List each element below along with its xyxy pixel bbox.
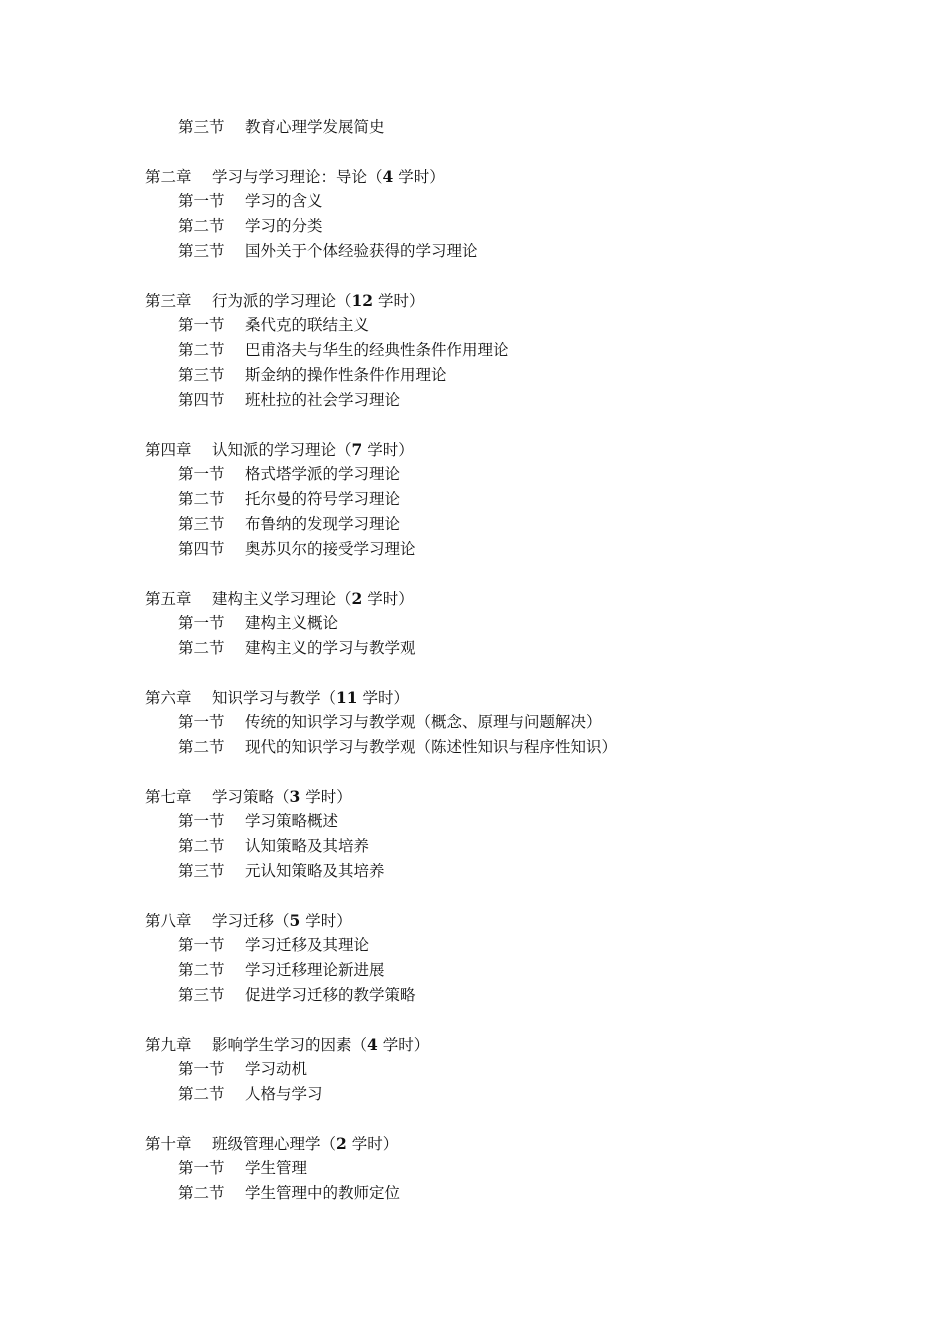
section-title: 建构主义的学习与教学观 xyxy=(245,639,416,657)
chapter-heading xyxy=(145,586,905,611)
section-title: 传统的知识学习与教学观（概念、原理与问题解决） xyxy=(245,713,602,731)
section-line xyxy=(145,809,905,834)
section-title: 学习的含义 xyxy=(245,192,323,210)
section-title: 元认知策略及其培养 xyxy=(245,862,385,880)
section-number: 第二节 xyxy=(178,738,225,756)
chapter-number: 第十章 xyxy=(145,1135,192,1153)
chapter-number: 第九章 xyxy=(145,1036,192,1054)
chapter-title: 知识学习与教学（ xyxy=(212,689,337,707)
chapter-heading xyxy=(145,1131,905,1156)
section-line xyxy=(145,338,905,363)
section-number: 第二节 xyxy=(178,490,225,508)
chapter-hours-unit: 学时） xyxy=(373,292,425,310)
chapter-heading xyxy=(145,908,905,933)
chapter-hours-number: 2 xyxy=(336,1134,347,1153)
chapter-hours-number: 4 xyxy=(367,1035,378,1054)
chapter-heading xyxy=(145,164,905,189)
section-title: 奥苏贝尔的接受学习理论 xyxy=(245,540,416,558)
section-title: 学习迁移理论新进展 xyxy=(245,961,385,979)
section-number: 第一节 xyxy=(178,614,225,632)
section-number: 第四节 xyxy=(178,540,225,558)
chapter-hours-number: 11 xyxy=(336,688,358,707)
chapter-title: 建构主义学习理论（ xyxy=(212,590,352,608)
section-number: 第一节 xyxy=(178,192,225,210)
section-line xyxy=(145,239,905,264)
section-line xyxy=(145,363,905,388)
section-number: 第二节 xyxy=(178,639,225,657)
chapter-number: 第七章 xyxy=(145,788,192,806)
section-number: 第三节 xyxy=(178,242,225,260)
section-title: 现代的知识学习与教学观（陈述性知识与程序性知识） xyxy=(245,738,618,756)
section-number: 第二节 xyxy=(178,837,225,855)
chapter-heading xyxy=(145,288,905,313)
chapter-title: 认知派的学习理论（ xyxy=(212,441,352,459)
section-title: 学习迁移及其理论 xyxy=(245,936,370,954)
section-number: 第一节 xyxy=(178,1060,225,1078)
section-number: 第一节 xyxy=(178,936,225,954)
section-number: 第三节 xyxy=(178,366,225,384)
chapter-title: 班级管理心理学（ xyxy=(212,1135,337,1153)
chapter-number: 第八章 xyxy=(145,912,192,930)
chapter-heading xyxy=(145,437,905,462)
section-line xyxy=(145,1181,905,1206)
section-number: 第二节 xyxy=(178,961,225,979)
chapter-hours-unit: 学时） xyxy=(300,912,352,930)
chapter-hours-number: 12 xyxy=(351,291,374,310)
section-title: 建构主义概论 xyxy=(245,614,339,632)
chapter-hours-number: 3 xyxy=(289,787,301,806)
section-line xyxy=(145,933,905,958)
section-title: 斯金纳的操作性条件作用理论 xyxy=(245,366,447,384)
section-number: 第一节 xyxy=(178,465,225,483)
chapter-hours-unit: 学时） xyxy=(362,590,414,608)
section-line xyxy=(145,834,905,859)
section-number: 第三节 xyxy=(178,118,225,136)
chapter-number: 第三章 xyxy=(145,292,192,310)
section-line xyxy=(145,388,905,413)
section-number: 第三节 xyxy=(178,862,225,880)
section-number: 第二节 xyxy=(178,341,225,359)
chapter-title: 行为派的学习理论（ xyxy=(212,292,352,310)
chapter-title: 学习迁移（ xyxy=(212,912,290,930)
chapter-hours-number: 2 xyxy=(351,589,363,608)
section-title: 认知策略及其培养 xyxy=(245,837,370,855)
chapter-title: 影响学生学习的因素（ xyxy=(212,1036,368,1054)
section-number: 第一节 xyxy=(178,713,225,731)
chapter-number: 第六章 xyxy=(145,689,192,707)
lead-section-line xyxy=(145,115,905,140)
chapter-title: 学习与学习理论：导论（ xyxy=(212,168,383,186)
section-title: 学生管理中的教师定位 xyxy=(245,1184,401,1202)
chapter-hours-number: 5 xyxy=(289,911,301,930)
section-number: 第一节 xyxy=(178,812,225,830)
section-line xyxy=(145,983,905,1008)
chapter-heading xyxy=(145,1032,905,1057)
section-number: 第二节 xyxy=(178,1184,225,1202)
section-line xyxy=(145,462,905,487)
section-line xyxy=(145,487,905,512)
chapter-hours-unit: 学时） xyxy=(377,1036,430,1054)
chapter-hours-number: 7 xyxy=(351,440,363,459)
chapter-hours-unit: 学时） xyxy=(393,168,445,186)
section-number: 第二节 xyxy=(178,1085,225,1103)
section-number: 第三节 xyxy=(178,515,225,533)
section-number: 第二节 xyxy=(178,217,225,235)
section-title: 布鲁纳的发现学习理论 xyxy=(245,515,401,533)
section-line xyxy=(145,1082,905,1107)
chapter-heading xyxy=(145,784,905,809)
section-line xyxy=(145,611,905,636)
section-line xyxy=(145,512,905,537)
chapter-number: 第二章 xyxy=(145,168,192,186)
chapter-hours-unit: 学时） xyxy=(362,441,414,459)
chapter-number: 第四章 xyxy=(145,441,192,459)
chapter-number: 第五章 xyxy=(145,590,192,608)
table-of-contents xyxy=(145,115,905,1206)
section-title: 学习的分类 xyxy=(245,217,323,235)
section-title: 国外关于个体经验获得的学习理论 xyxy=(245,242,478,260)
section-title: 学生管理 xyxy=(245,1159,308,1177)
section-number: 第一节 xyxy=(178,1159,225,1177)
chapter-hours-unit: 学时） xyxy=(357,689,410,707)
section-line xyxy=(145,710,905,735)
chapter-hours-unit: 学时） xyxy=(346,1135,399,1153)
section-title: 学习策略概述 xyxy=(245,812,339,830)
section-title: 格式塔学派的学习理论 xyxy=(245,465,401,483)
section-line xyxy=(145,735,905,760)
section-line xyxy=(145,214,905,239)
section-title: 巴甫洛夫与华生的经典性条件作用理论 xyxy=(245,341,509,359)
section-line xyxy=(145,1057,905,1082)
chapter-heading xyxy=(145,685,905,710)
section-title: 人格与学习 xyxy=(245,1085,323,1103)
chapter-hours-number: 4 xyxy=(382,167,394,186)
section-number: 第三节 xyxy=(178,986,225,1004)
section-line xyxy=(145,636,905,661)
section-line xyxy=(145,537,905,562)
section-title: 托尔曼的符号学习理论 xyxy=(245,490,401,508)
section-number: 第一节 xyxy=(178,316,225,334)
section-line xyxy=(145,1156,905,1181)
section-title: 教育心理学发展简史 xyxy=(245,118,385,136)
section-line xyxy=(145,958,905,983)
section-title: 学习动机 xyxy=(245,1060,308,1078)
section-title: 促进学习迁移的教学策略 xyxy=(245,986,416,1004)
section-title: 桑代克的联结主义 xyxy=(245,316,370,334)
section-number: 第四节 xyxy=(178,391,225,409)
section-line xyxy=(145,313,905,338)
section-title: 班杜拉的社会学习理论 xyxy=(245,391,401,409)
section-line xyxy=(145,859,905,884)
chapter-title: 学习策略（ xyxy=(212,788,290,806)
chapter-hours-unit: 学时） xyxy=(300,788,352,806)
section-line xyxy=(145,189,905,214)
